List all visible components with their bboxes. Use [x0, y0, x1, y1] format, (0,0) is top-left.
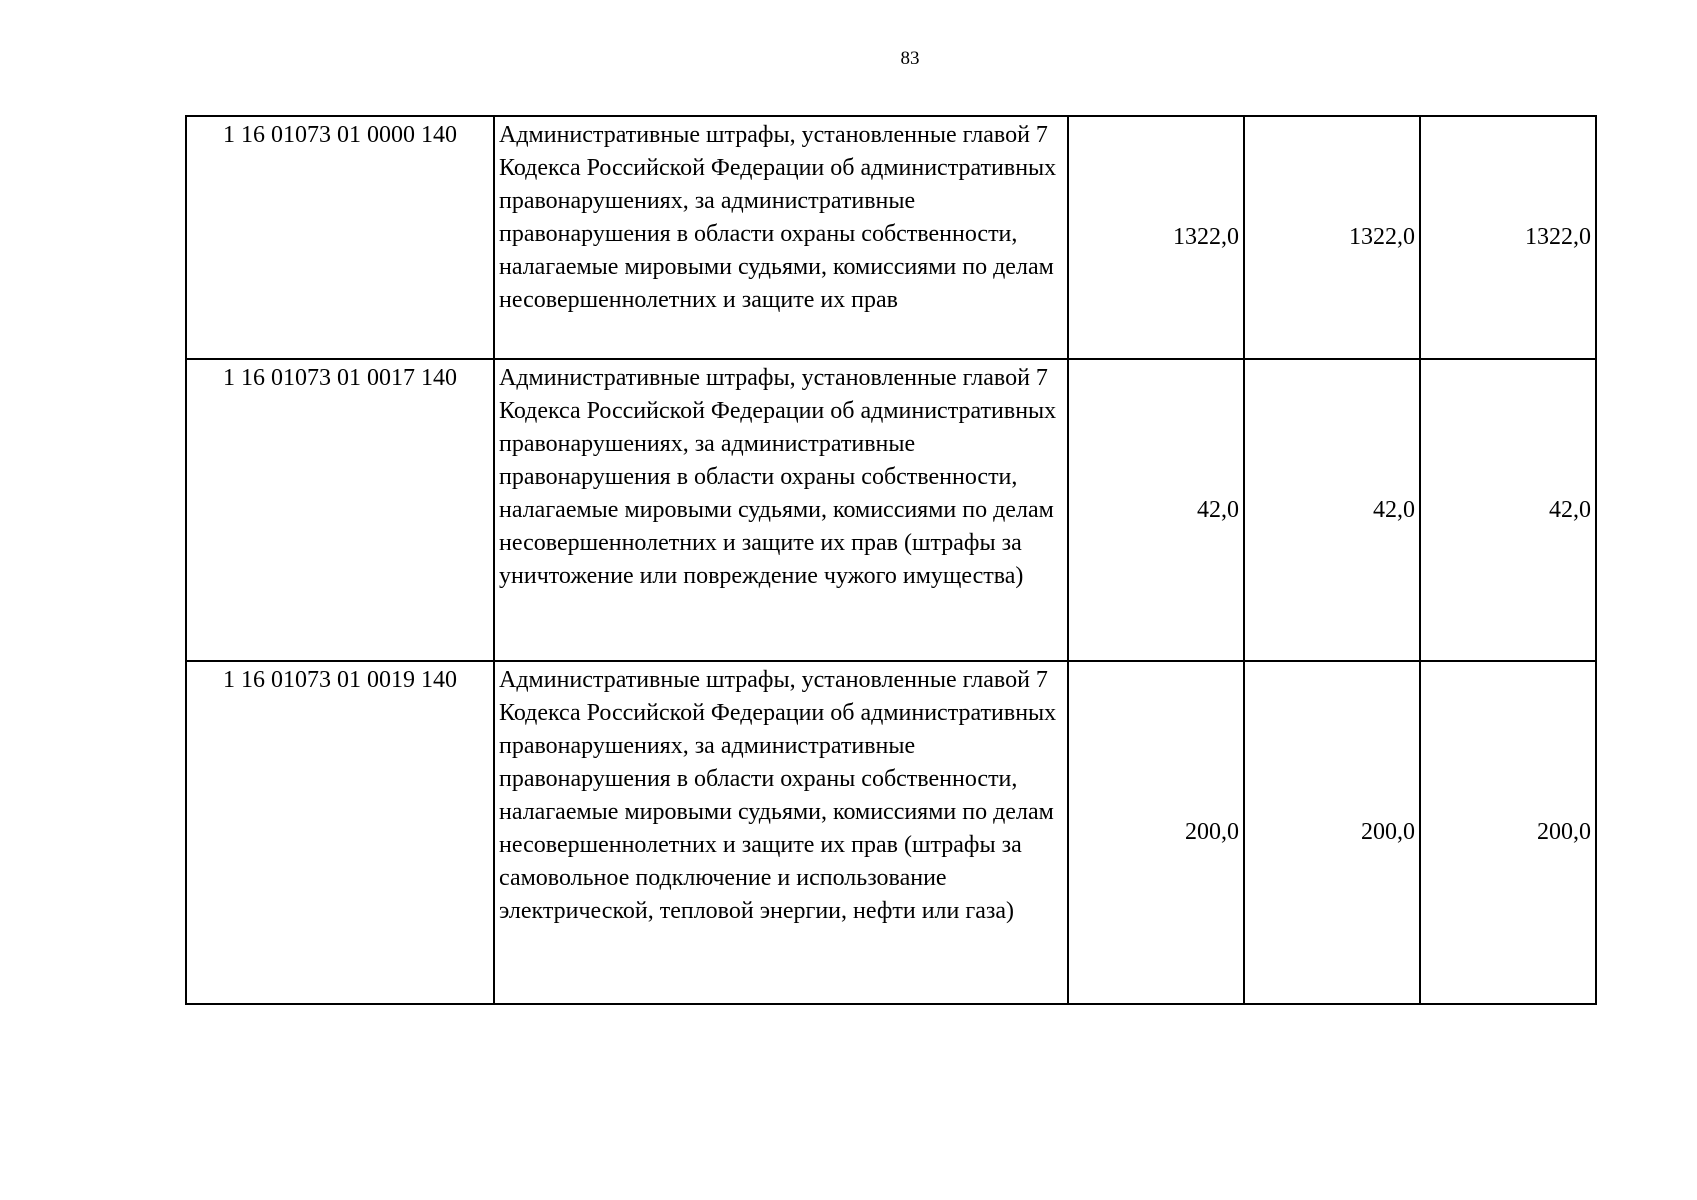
amount-cell: 42,0 — [1420, 359, 1596, 661]
description-cell: Административные штрафы, установленные главой 7 Кодекса Российской Федерации об административных правонарушениях, за административные правонарушения в области охраны собственности, налагаемые мировыми судьями, комиссиями по делам несовершеннолетних и защите их прав — [494, 116, 1068, 359]
page-number: 83 — [900, 48, 920, 69]
amount-cell: 1322,0 — [1068, 116, 1244, 359]
amount-cell: 200,0 — [1068, 661, 1244, 1004]
table-row — [186, 661, 1596, 1004]
amount-cell: 200,0 — [1420, 661, 1596, 1004]
budget-code-cell: 1 16 01073 01 0017 140 — [186, 359, 494, 661]
budget-code-cell: 1 16 01073 01 0019 140 — [186, 661, 494, 1004]
table-row — [186, 359, 1596, 661]
budget-table — [185, 115, 1597, 1005]
description-cell: Административные штрафы, установленные главой 7 Кодекса Российской Федерации об административных правонарушениях, за административные правонарушения в области охраны собственности, налагаемые мировыми судьями, комиссиями по делам несовершеннолетних и защите их прав (штрафы за самовольное подключение и использование электрической, тепловой энергии, нефти или газа) — [494, 661, 1068, 1004]
amount-cell: 42,0 — [1068, 359, 1244, 661]
amount-cell: 1322,0 — [1420, 116, 1596, 359]
amount-cell: 200,0 — [1244, 661, 1420, 1004]
amount-cell: 42,0 — [1244, 359, 1420, 661]
amount-cell: 1322,0 — [1244, 116, 1420, 359]
description-cell: Административные штрафы, установленные главой 7 Кодекса Российской Федерации об административных правонарушениях, за административные правонарушения в области охраны собственности, налагаемые мировыми судьями, комиссиями по делам несовершеннолетних и защите их прав (штрафы за уничтожение или повреждение чужого имущества) — [494, 359, 1068, 661]
budget-code-cell: 1 16 01073 01 0000 140 — [186, 116, 494, 359]
table-row — [186, 116, 1596, 359]
